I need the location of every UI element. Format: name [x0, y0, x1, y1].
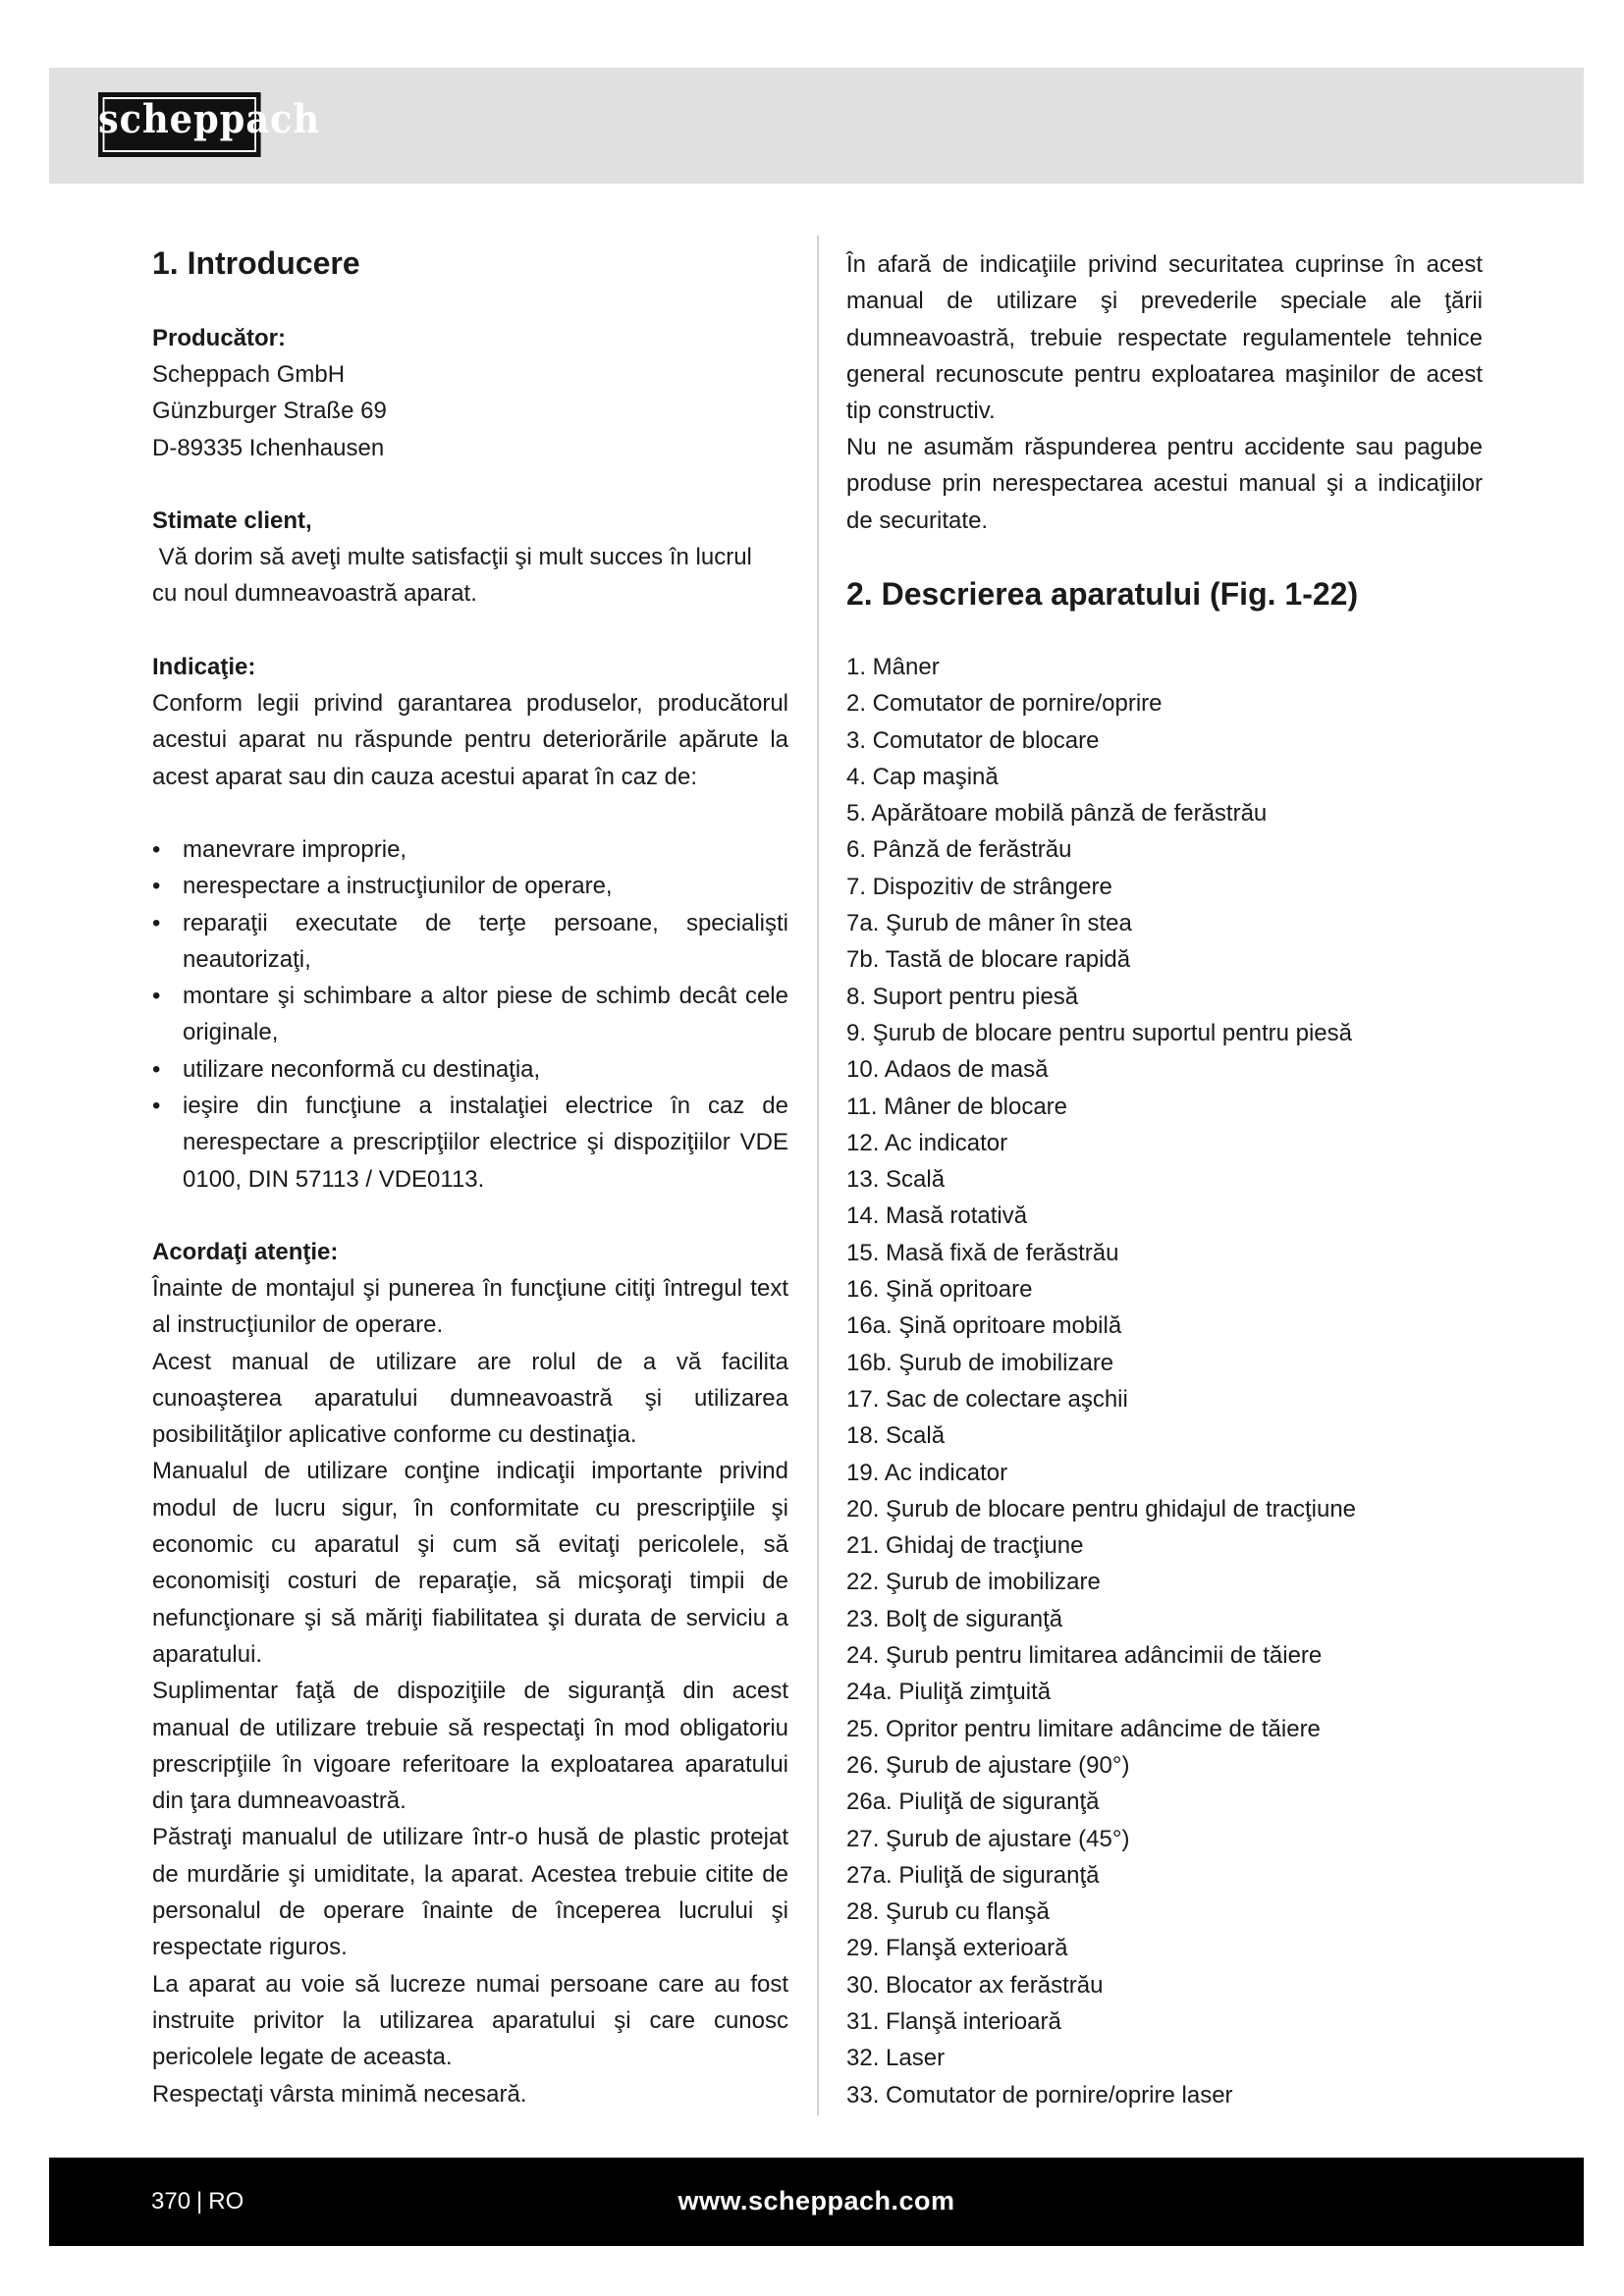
part-item: 9. Şurub de blocare pentru suportul pentru piesă	[846, 1019, 1353, 1046]
brand-logo	[98, 92, 321, 157]
brand-logo-text: scheppach	[98, 96, 321, 142]
part-item: 23. Bolţ de siguranţă	[846, 1605, 1063, 1632]
list-item: • utilizare neconformă cu destinaţia,	[152, 1051, 788, 1088]
attention-paragraph: Înainte de montajul şi punerea în funcţiune citiţi întregul text al instrucţiunilor de operare.	[152, 1275, 788, 1339]
column-divider	[817, 236, 819, 2115]
list-item: • montare şi schimbare a altor piese de schimb decât cele originale,	[152, 978, 788, 1051]
attention-body	[152, 1270, 788, 2112]
part-item: 14. Masă rotativă	[846, 1202, 1028, 1230]
part-item: 25. Opritor pentru limitare adâncime de tăiere	[846, 1715, 1321, 1742]
part-item: 26. Şurub de ajustare (90°)	[846, 1751, 1130, 1779]
part-item: 8. Suport pentru piesă	[846, 983, 1079, 1010]
part-item: 22. Şurub de imobilizare	[846, 1569, 1101, 1596]
part-item: 7a. Şurub de mâner în stea	[846, 910, 1132, 937]
note-label: Indicaţie:	[152, 654, 256, 680]
part-item: 32. Laser	[846, 2045, 946, 2072]
producer-line: D-89335 Ichenhausen	[152, 434, 385, 461]
producer-line: Scheppach GmbH	[152, 361, 346, 388]
attention-paragraph: Păstraţi manualul de utilizare într-o husă de plastic protejat de murdărie şi umiditate, la aparat. Acestea trebuie citite de personalul de operare înainte de începerea lucrului şi respectate riguros.	[152, 1824, 788, 1961]
list-item: • reparaţii executate de terţe persoane, specialişti neautorizaţi,	[152, 905, 788, 979]
part-item: 16a. Şină opritoare mobilă	[846, 1312, 1122, 1340]
part-item: 26a. Piuliţă de siguranţă	[846, 1789, 1100, 1816]
part-item: 29. Flanşă exterioară	[846, 1935, 1068, 1962]
part-item: 7. Dispozitiv de strângere	[846, 873, 1112, 900]
part-item: 4. Cap maşină	[846, 763, 999, 790]
part-item: 13. Scală	[846, 1166, 946, 1194]
note-bullet-list	[152, 831, 788, 1198]
part-item: 1. Mâner	[846, 654, 940, 680]
part-item: 19. Ac indicator	[846, 1459, 1008, 1486]
part-item: 27a. Piuliţă de siguranţă	[846, 1861, 1100, 1889]
part-item: 10. Adaos de masă	[846, 1056, 1049, 1084]
part-item: 24. Şurub pentru limitarea adâncimii de tăiere	[846, 1642, 1323, 1670]
greeting-label: Stimate client,	[152, 507, 312, 534]
page-separator: |	[196, 2188, 203, 2215]
part-item: 30. Blocator ax ferăstrău	[846, 1971, 1104, 1999]
note-text: Conform legii privind garantarea produselor, producătorul acestui aparat nu răspunde pentru deteriorările apărute la acest aparat sau din cauza acestui aparat în caz de:	[152, 690, 788, 790]
footer-bar	[49, 2158, 1584, 2246]
part-item: 11. Mâner de blocare	[846, 1093, 1068, 1120]
list-item: • manevrare improprie,	[152, 831, 788, 868]
part-item: 17. Sac de colectare aşchii	[846, 1385, 1128, 1413]
part-item: 18. Scală	[846, 1422, 946, 1450]
list-item: • nerespectare a instrucţiunilor de operare,	[152, 868, 788, 904]
list-item: • ieşire din funcţiune a instalaţiei electrice în caz de nerespectare a prescripţiilor electrice şi dispoziţiilor VDE 0100, DIN 57113 / VDE0113.	[152, 1088, 788, 1198]
part-item: 20. Şurub de blocare pentru ghidajul de tracţiune	[846, 1495, 1357, 1522]
part-item: 27. Şurub de ajustare (45°)	[846, 1825, 1130, 1852]
section-2-title: 2. Descrierea aparatului (Fig. 1-22)	[846, 576, 1359, 612]
part-item: 31. Flanşă interioară	[846, 2007, 1061, 2035]
part-item: 16b. Şurub de imobilizare	[846, 1349, 1114, 1376]
page-number: 370	[151, 2188, 191, 2215]
section-1-title: 1. Introducere	[152, 245, 360, 281]
part-item: 12. Ac indicator	[846, 1129, 1008, 1156]
attention-label: Acordaţi atenţie:	[152, 1239, 339, 1265]
attention-paragraph: Acest manual de utilizare are rolul de a vă facilita cunoaşterea aparatului dumneavoastră şi utilizarea posibilităţilor aplicative conforme cu destinaţia.	[152, 1348, 788, 1449]
greeting-text: Vă dorim să aveţi multe satisfacţii şi mult succes în lucrul cu noul dumneavoastră aparat.	[152, 544, 759, 608]
part-item: 16. Şină opritoare	[846, 1276, 1033, 1304]
part-item: 15. Masă fixă de ferăstrău	[846, 1239, 1119, 1266]
part-item: 5. Apărătoare mobilă pânză de ferăstrău	[846, 800, 1268, 828]
intro-text: În afară de indicaţiile privind securitatea cuprinse în acest manual de utilizare şi prevederile speciale ale ţării dumneavoastră, trebuie respectate regulamentele tehnice general recunoscute pentru exploatarea maşinilor de acest tip constructiv.	[846, 251, 1483, 425]
producer-line: Günzburger Straße 69	[152, 398, 387, 425]
part-item: 3. Comutator de blocare	[846, 726, 1100, 754]
attention-paragraph: Respectaţi vârsta minimă necesară.	[152, 2080, 527, 2108]
part-item: 28. Şurub cu flanşă	[846, 1898, 1050, 1926]
part-item: 7b. Tastă de blocare rapidă	[846, 946, 1131, 974]
producer-address	[152, 356, 387, 466]
producer-label: Producător:	[152, 325, 287, 351]
part-item: 6. Pânză de ferăstrău	[846, 836, 1072, 864]
part-item: 24a. Piuliţă zimţuită	[846, 1679, 1052, 1706]
part-item: 2. Comutator de pornire/oprire	[846, 690, 1163, 718]
language-code: RO	[208, 2188, 244, 2215]
part-item: 21. Ghidaj de tracţiune	[846, 1532, 1084, 1560]
parts-list	[846, 649, 1356, 2113]
header-bar	[49, 68, 1584, 184]
attention-paragraph: Manualul de utilizare conţine indicaţii importante privind modul de lucru sigur, în conformitate cu prescripţiile şi economic cu aparatul şi cum să evitaţi pericolele, să economisiţi costuri de reparaţie, să micşoraţi timpii de nefuncţionare şi să măriţi fiabilitatea şi durata de serviciu a aparatului.	[152, 1458, 788, 1668]
attention-paragraph: Suplimentar faţă de dispoziţiile de siguranţă din acest manual de utilizare trebuie să respectaţi în mod obligatoriu prescripţiile în vigoare referitoare la exploatarea aparatului din ţara dumneavoastră.	[152, 1678, 788, 1815]
website-link[interactable]: www.scheppach.com	[677, 2186, 955, 2216]
liability-text: Nu ne asumăm răspunderea pentru accidente sau pagube produse prin nerespectarea acestui manual şi a indicaţiilor de securitate.	[846, 434, 1483, 534]
attention-paragraph: La aparat au voie să lucreze numai persoane care au fost instruite privitor la utilizarea aparatului şi care cunosc pericolele legate de aceasta.	[152, 1970, 788, 2071]
part-item: 33. Comutator de pornire/oprire laser	[846, 2081, 1233, 2109]
